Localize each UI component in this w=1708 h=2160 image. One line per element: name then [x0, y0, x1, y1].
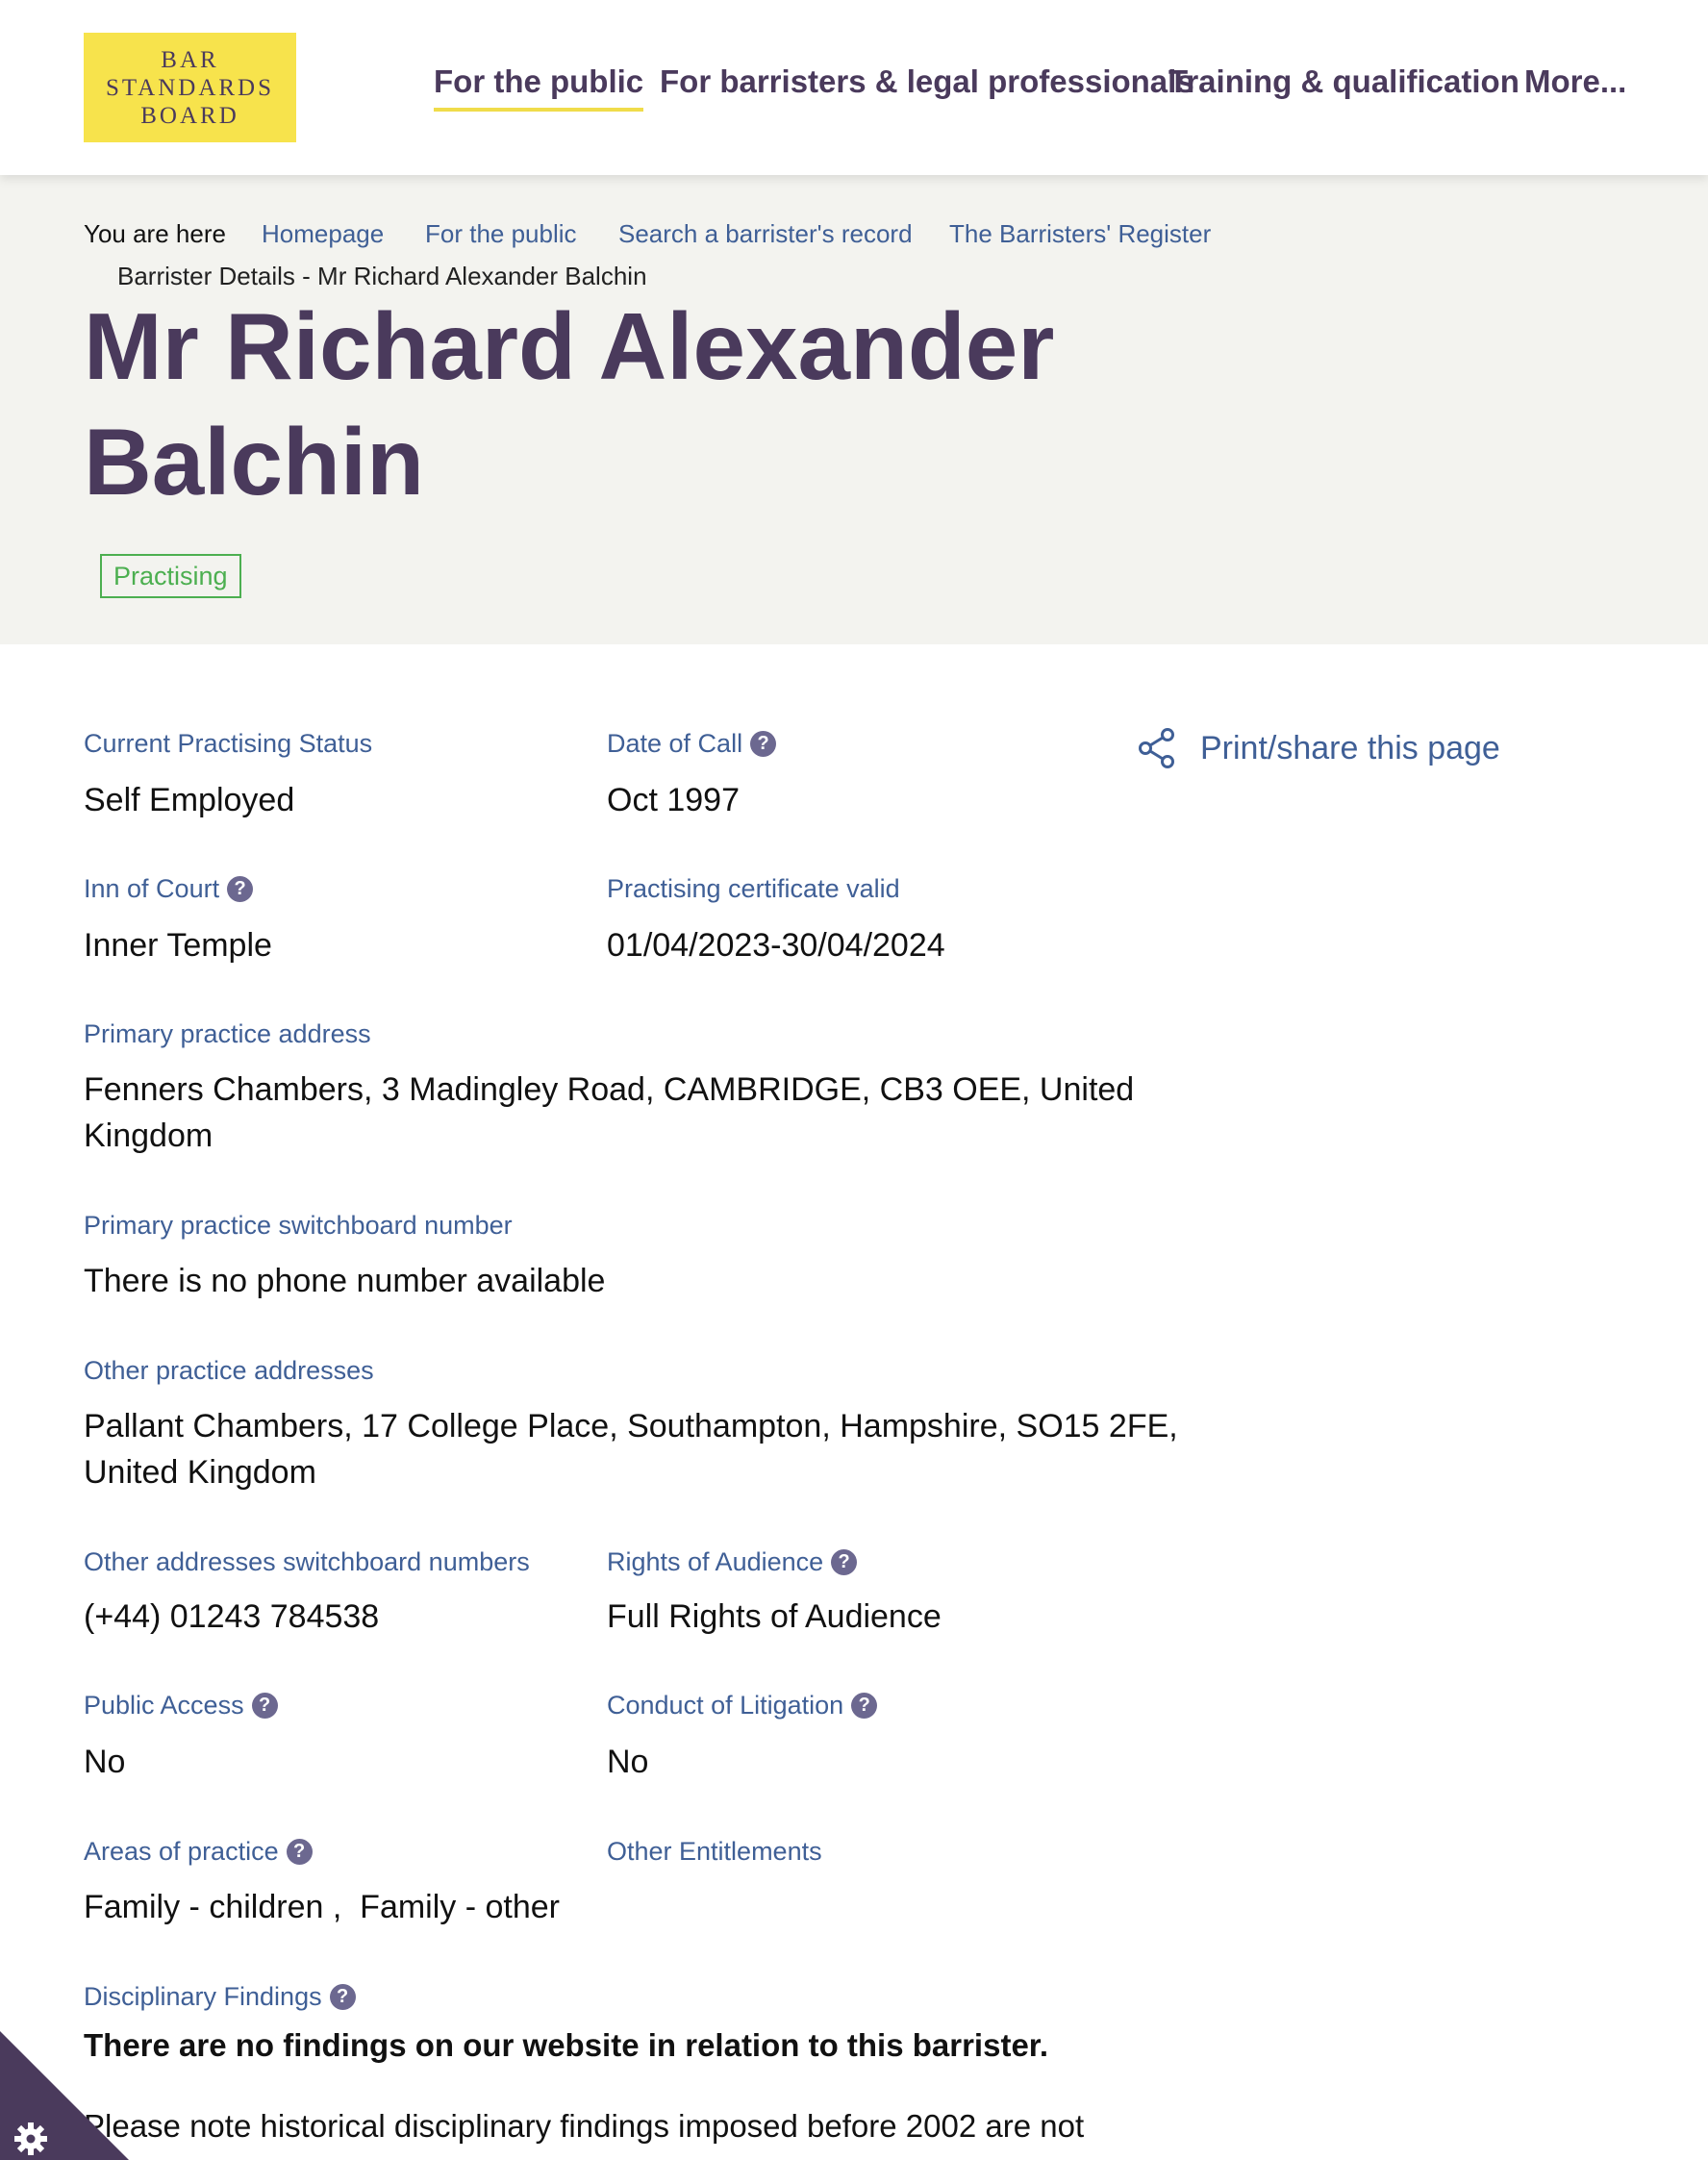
label-text: Public Access	[84, 1691, 244, 1720]
label-text: Primary practice switchboard number	[84, 1211, 513, 1240]
inn-of-court-label	[84, 874, 253, 904]
certificate-label	[607, 874, 900, 904]
areas-of-practice-value: Family - children , Family - other	[84, 1889, 560, 1925]
label-text: Rights of Audience	[607, 1547, 824, 1576]
address-line: Fenners Chambers, 3 Madingley Road, CAMBRIDGE, CB3 OEE, United	[84, 1071, 1135, 1108]
address-line: United Kingdom	[84, 1454, 316, 1491]
logo-line: STANDARDS	[105, 74, 275, 101]
public-access-label	[84, 1691, 278, 1720]
current-status-value: Self Employed	[84, 782, 295, 818]
other-addresses-label	[84, 1356, 374, 1386]
address-line: Kingdom	[84, 1118, 214, 1154]
status-badge: Practising	[100, 554, 241, 598]
label-text: Other practice addresses	[84, 1356, 374, 1385]
breadcrumb-homepage[interactable]: Homepage	[262, 219, 385, 248]
page-title	[84, 289, 1142, 519]
label-text: Current Practising Status	[84, 729, 373, 758]
rights-of-audience-value: Full Rights of Audience	[607, 1598, 942, 1635]
conduct-of-litigation-value: No	[607, 1744, 649, 1780]
nav-training[interactable]: Training & qualification	[1168, 63, 1520, 99]
label-text: Other Entitlements	[607, 1837, 822, 1866]
help-icon[interactable]: ?	[252, 1693, 278, 1719]
primary-phone-label	[84, 1211, 513, 1241]
other-phones-label	[84, 1547, 530, 1577]
print-share-label: Print/share this page	[1200, 729, 1500, 766]
address-line: Pallant Chambers, 17 College Place, Southampton, Hampshire, SO15 2FE,	[84, 1408, 1178, 1444]
nav-for-the-public[interactable]: For the public	[434, 63, 643, 112]
date-of-call-value: Oct 1997	[607, 782, 740, 818]
label-text: Inn of Court	[84, 874, 220, 903]
gear-icon[interactable]	[12, 2120, 50, 2158]
breadcrumb-register[interactable]: The Barristers' Register	[949, 219, 1212, 248]
public-access-value: No	[84, 1744, 126, 1780]
breadcrumb-search-record[interactable]: Search a barrister's record	[618, 219, 913, 248]
label-text: Practising certificate valid	[607, 874, 900, 903]
inn-of-court-value: Inner Temple	[84, 927, 272, 964]
label-text: Primary practice address	[84, 1019, 371, 1048]
logo-line: BOARD	[140, 102, 239, 129]
primary-address-label	[84, 1019, 371, 1049]
primary-address-value	[84, 1067, 1134, 1159]
nav-more[interactable]: More...	[1524, 63, 1627, 99]
date-of-call-label	[607, 729, 776, 759]
help-icon[interactable]: ?	[831, 1549, 857, 1575]
nav-for-barristers[interactable]: For barristers & legal professionals	[660, 63, 1194, 99]
label-text: Areas of practice	[84, 1837, 279, 1866]
current-status-label	[84, 729, 372, 759]
help-icon[interactable]: ?	[287, 1839, 313, 1865]
label-text: Conduct of Litigation	[607, 1691, 844, 1720]
logo-line: BAR	[161, 46, 219, 73]
label-text: Other addresses switchboard numbers	[84, 1547, 530, 1576]
other-addresses-value	[84, 1403, 1178, 1495]
label-text: Disciplinary Findings	[84, 1982, 322, 2011]
disciplinary-label	[84, 1982, 356, 2012]
page-title-line: Mr Richard Alexander	[84, 293, 1055, 399]
conduct-of-litigation-label	[607, 1691, 877, 1720]
label-text: Date of Call	[607, 729, 743, 758]
other-entitlements-label	[607, 1837, 822, 1867]
breadcrumb-for-the-public[interactable]: For the public	[425, 219, 577, 248]
help-icon[interactable]: ?	[750, 731, 776, 757]
breadcrumb-current: Barrister Details - Mr Richard Alexander Balchin	[117, 262, 647, 290]
site-header	[0, 0, 1708, 175]
page-title-line: Balchin	[84, 409, 424, 515]
help-icon[interactable]: ?	[851, 1693, 877, 1719]
print-share-link[interactable]	[1137, 727, 1500, 769]
breadcrumb-label: You are here	[84, 219, 226, 248]
help-icon[interactable]: ?	[330, 1984, 356, 2010]
disciplinary-note: Please note historical disciplinary findings imposed before 2002 are not	[84, 2108, 1085, 2144]
areas-of-practice-label	[84, 1837, 313, 1867]
help-icon[interactable]: ?	[227, 876, 253, 902]
other-phones-value: (+44) 01243 784538	[84, 1598, 380, 1635]
site-logo[interactable]	[84, 33, 296, 142]
disciplinary-summary: There are no findings on our website in relation to this barrister.	[84, 2027, 1048, 2063]
share-icon	[1137, 727, 1179, 769]
rights-of-audience-label	[607, 1547, 857, 1577]
certificate-value: 01/04/2023-30/04/2024	[607, 927, 945, 964]
primary-phone-value: There is no phone number available	[84, 1263, 606, 1299]
